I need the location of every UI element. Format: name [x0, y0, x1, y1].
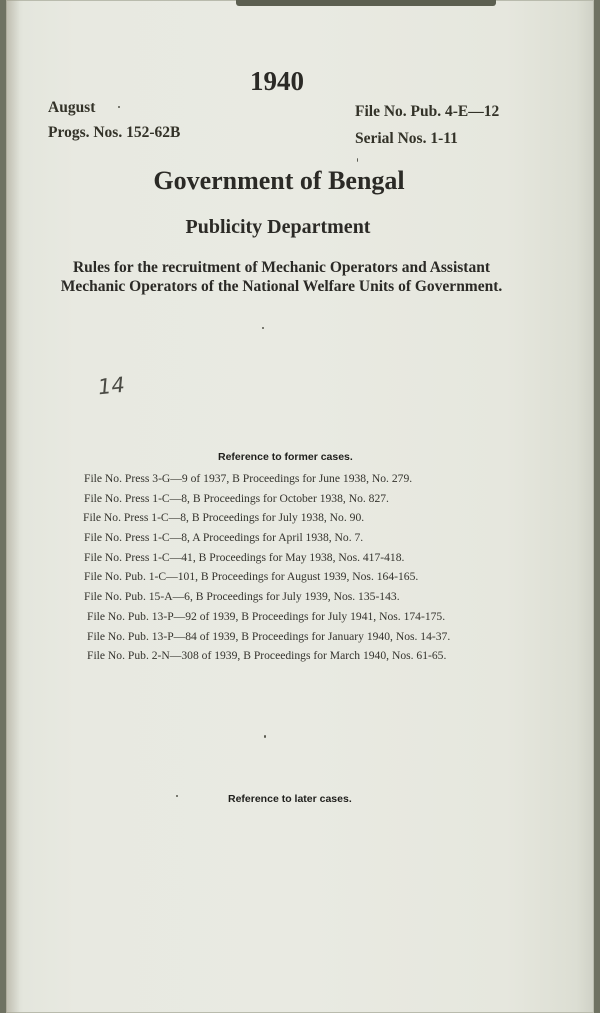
former-case-item: File No. Press 1-C—8, B Proceedings for October 1938, No. 827.	[84, 491, 389, 505]
paper-speck	[176, 795, 178, 797]
former-case-item: File No. Press 1-C—8, B Proceedings for July 1938, No. 90.	[83, 511, 365, 525]
document-page	[6, 0, 594, 1013]
former-case-item: File No. Pub. 15-A—6, B Proceedings for July 1939, Nos. 135-143.	[84, 590, 400, 604]
paper-speck	[357, 158, 358, 162]
binding-tab	[236, 0, 496, 6]
paper-speck	[264, 735, 266, 738]
former-case-item: File No. Press 1-C—8, A Proceedings for April 1938, No. 7.	[84, 531, 364, 545]
department-title: Publicity Department	[185, 216, 371, 238]
paper-speck	[262, 327, 264, 329]
government-title: Government of Bengal	[153, 166, 405, 195]
former-case-item: File No. Pub. 13-P—84 of 1939, B Proceedings for January 1940, Nos. 14-37.	[87, 629, 451, 643]
handwritten-number: 14	[96, 372, 126, 400]
former-case-item: File No. Pub. 1-C—101, B Proceedings for August 1939, Nos. 164-165.	[84, 570, 419, 584]
file-number: File No. Pub. 4-E—12	[355, 103, 500, 120]
former-case-item: File No. Press 3-G—9 of 1937, B Proceedings for June 1938, No. 279.	[84, 472, 413, 485]
document-subject: Rules for the recruitment of Mechanic Operators and Assistant Mechanic Operators of the National Welfare Units of Government.	[60, 259, 503, 295]
later-cases-heading: Reference to later cases.	[228, 793, 352, 805]
former-cases-heading: Reference to former cases.	[218, 451, 353, 463]
proceedings-numbers: Progs. Nos. 152-62B	[48, 124, 181, 141]
former-cases-list	[84, 472, 450, 669]
document-year: 1940	[250, 66, 304, 96]
former-case-item: File No. Pub. 13-P—92 of 1939, B Proceedings for July 1941, Nos. 174-175.	[87, 609, 446, 623]
proceedings-month: August	[48, 99, 96, 116]
serial-numbers: Serial Nos. 1-11	[355, 130, 458, 147]
former-case-item: File No. Press 1-C—41, B Proceedings for May 1938, Nos. 417-418.	[84, 550, 405, 564]
former-case-item: File No. Pub. 2-N—308 of 1939, B Proceedings for March 1940, Nos. 61-65.	[87, 649, 447, 663]
paper-speck	[118, 106, 120, 108]
